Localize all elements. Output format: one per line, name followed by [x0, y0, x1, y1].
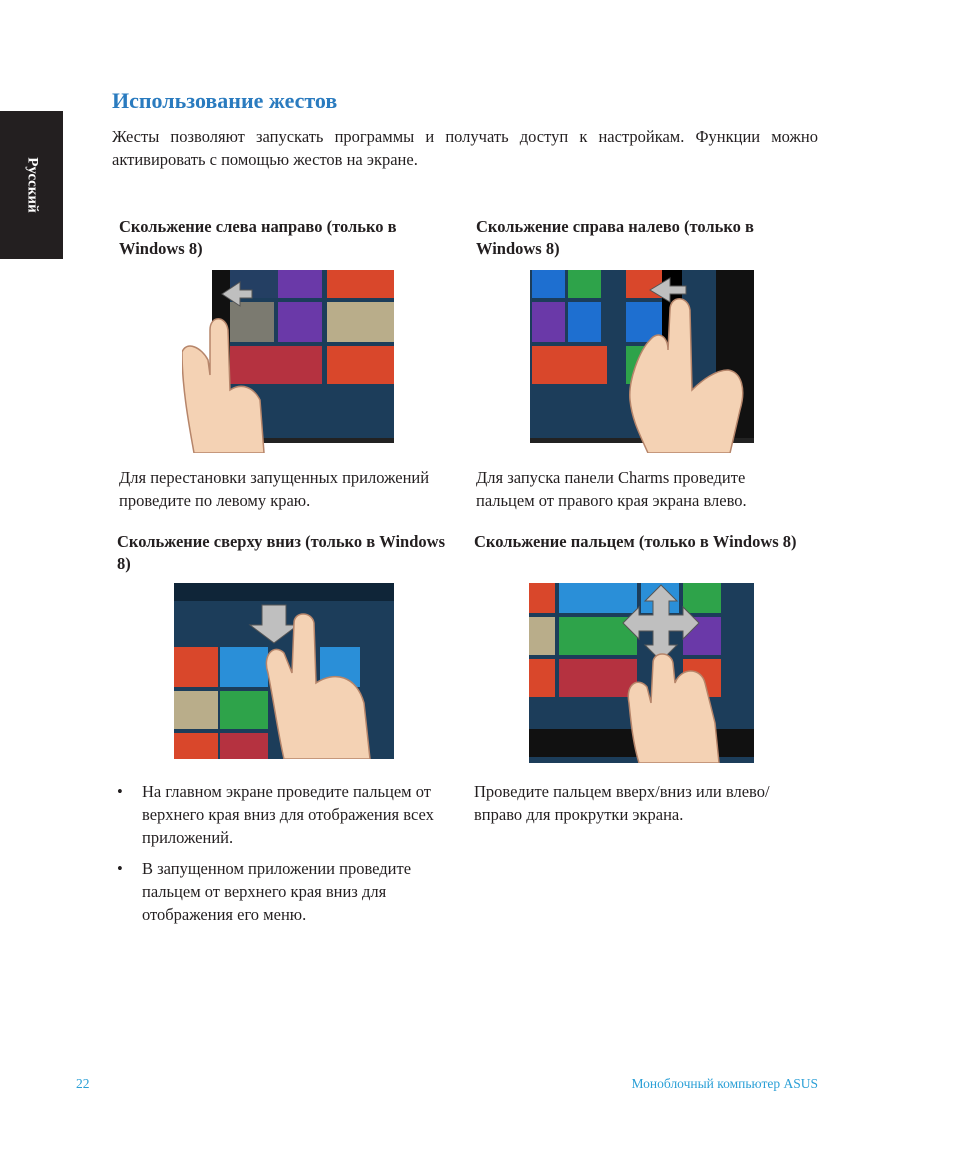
list-item: • В запущенном приложении проведите пальцем от верхнего края вниз для отображения его меню.: [112, 857, 452, 926]
gesture-heading-left-swipe: Скольжение слева направо (только в Windows 8): [119, 217, 397, 258]
language-tab-label: Русский: [24, 157, 41, 213]
top-swipe-illustration: [174, 583, 394, 759]
language-tab: [0, 111, 63, 259]
page-title: Использование жестов: [112, 88, 338, 113]
gesture-heading-right-swipe: Скольжение справа налево (только в Windows 8): [476, 217, 754, 258]
list-item: • На главном экране проведите пальцем от верхнего края вниз для отображения всех приложений.: [112, 780, 452, 849]
finger-slide-illustration: [529, 583, 754, 763]
gesture-heading-finger-slide: Скольжение пальцем (только в Windows 8): [474, 532, 797, 551]
gesture-description-right-swipe: Для запуска панели Charms проведите пальцем от правого края экрана влево.: [476, 468, 747, 510]
gesture-heading-top-swipe: Скольжение сверху вниз (только в Windows 8): [117, 532, 445, 573]
gesture-description-finger-slide: Проведите пальцем вверх/вниз или влево/вправо для прокрутки экрана.: [474, 782, 770, 824]
top-swipe-bullet-list: [112, 780, 452, 934]
gesture-description-left-swipe: Для перестановки запущенных приложений проведите по левому краю.: [119, 468, 430, 510]
footer-product-name: Моноблочный компьютер ASUS: [631, 1076, 818, 1091]
page-number: 22: [76, 1076, 90, 1091]
right-swipe-illustration: [530, 270, 754, 453]
intro-paragraph: Жесты позволяют запускать программы и получать доступ к настройкам. Функции можно активировать с помощью жестов на экране.: [112, 127, 818, 169]
left-swipe-illustration: [182, 270, 394, 453]
